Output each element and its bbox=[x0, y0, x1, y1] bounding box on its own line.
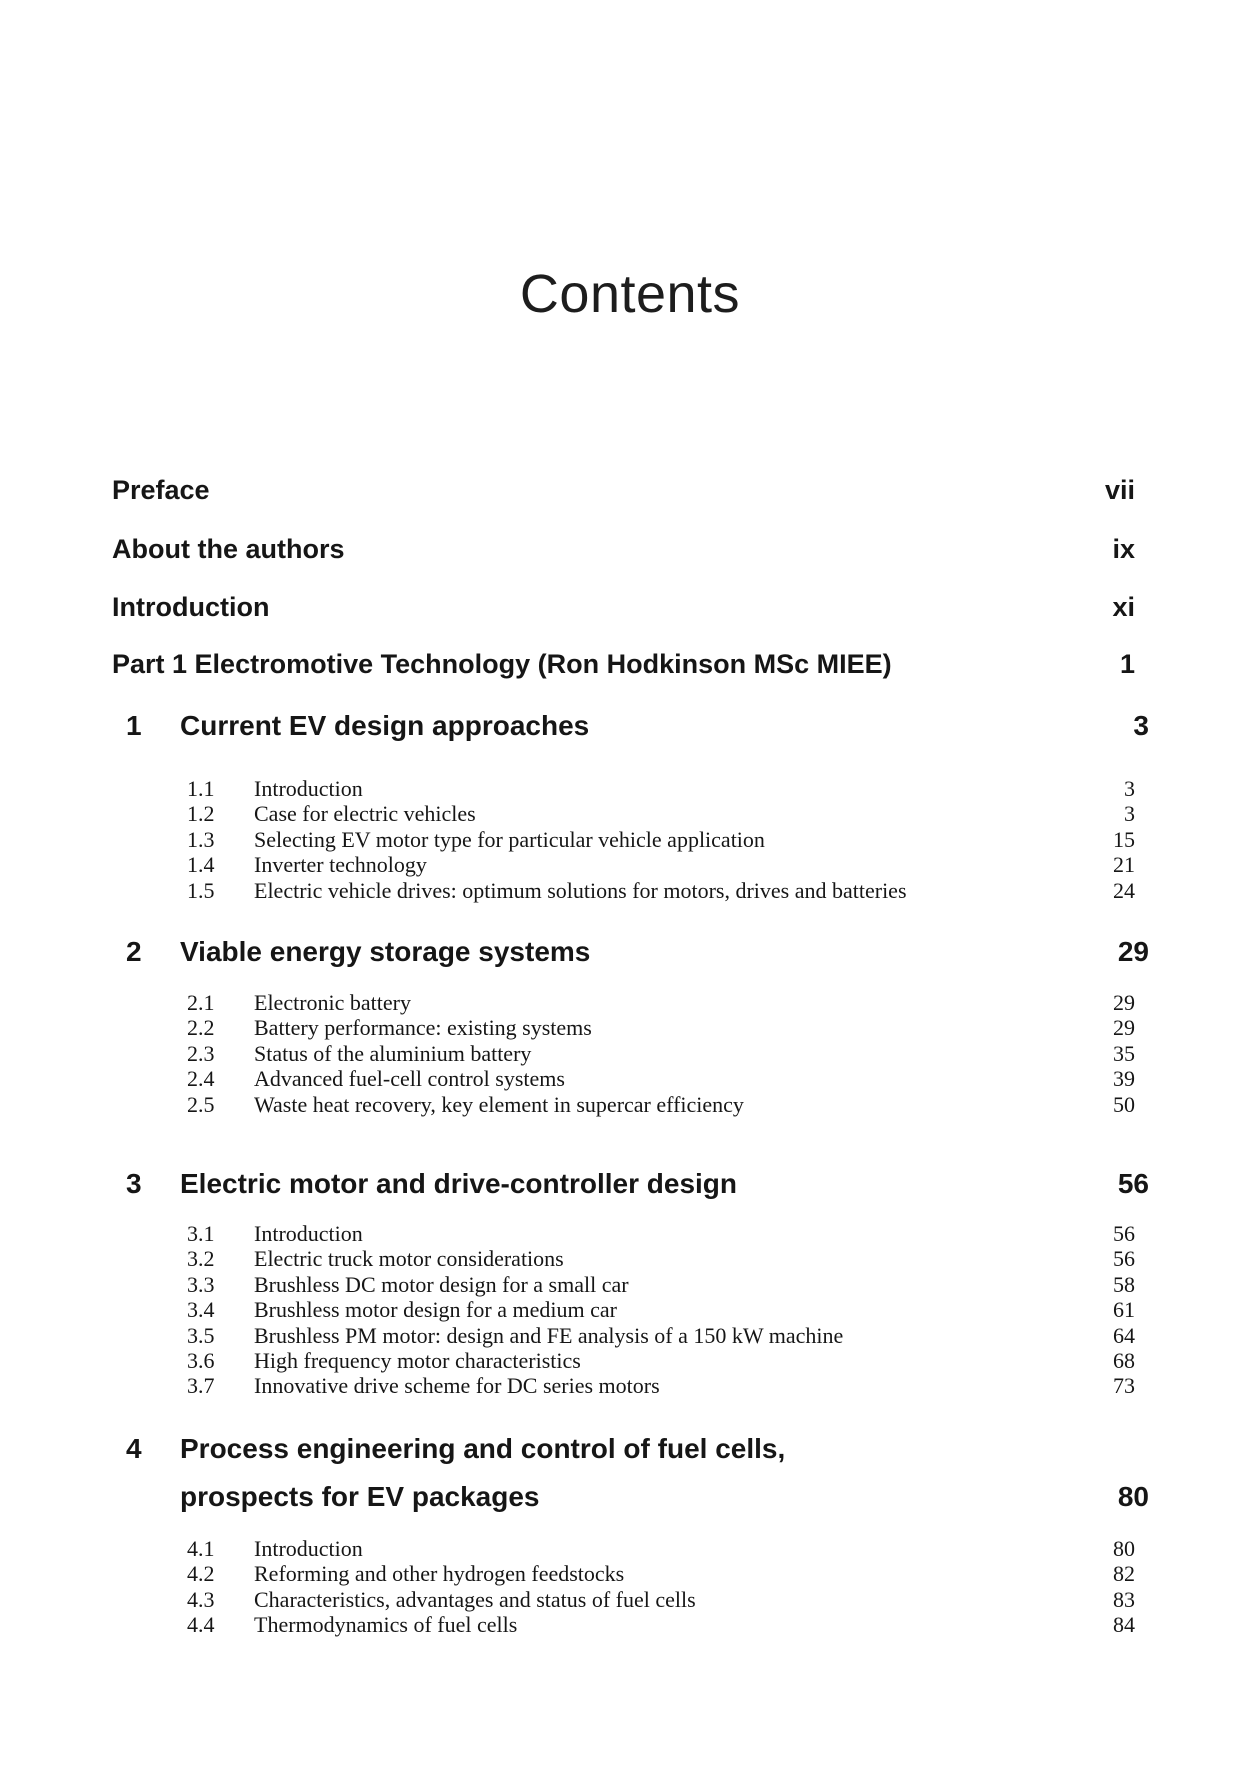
section-title: Battery performance: existing systems bbox=[254, 1015, 592, 1041]
section-number: 2.4 bbox=[187, 1066, 215, 1092]
section-title: Introduction bbox=[254, 1536, 363, 1561]
chapter-sections bbox=[112, 1221, 1135, 1399]
section-page-number: 58 bbox=[1113, 1271, 1135, 1297]
chapter-sections bbox=[112, 1536, 1135, 1638]
section-number: 2.5 bbox=[187, 1091, 215, 1117]
toc-section-row bbox=[112, 1297, 1135, 1322]
section-page-number: 64 bbox=[1113, 1322, 1135, 1348]
section-title: Thermodynamics of fuel cells bbox=[254, 1612, 518, 1638]
toc-section-row bbox=[112, 1348, 1135, 1373]
chapter-title bbox=[180, 712, 1133, 740]
chapter-heading bbox=[112, 712, 1149, 740]
section-page-number: 82 bbox=[1113, 1561, 1135, 1587]
section-page-number: 29 bbox=[1113, 990, 1135, 1015]
section-page-number: 21 bbox=[1113, 852, 1135, 878]
chapter-sections bbox=[112, 990, 1135, 1117]
section-number: 3.6 bbox=[187, 1348, 215, 1374]
section-number: 3.5 bbox=[187, 1322, 215, 1348]
page-title: Contents bbox=[519, 264, 741, 324]
section-page-number: 84 bbox=[1113, 1612, 1135, 1638]
section-title: Status of the aluminium battery bbox=[254, 1040, 532, 1066]
toc-section-row bbox=[112, 1092, 1135, 1117]
section-title: Brushless DC motor design for a small car bbox=[254, 1271, 629, 1297]
front-matter-label: Introduction bbox=[112, 592, 270, 622]
chapter-number: 2 bbox=[126, 936, 142, 967]
chapter-heading bbox=[112, 1170, 1149, 1198]
toc-section-row bbox=[112, 1246, 1135, 1271]
section-number: 1.2 bbox=[187, 801, 215, 827]
section-page-number: 61 bbox=[1113, 1297, 1135, 1323]
section-title: Brushless motor design for a medium car bbox=[254, 1297, 617, 1323]
toc-section-row bbox=[112, 1015, 1135, 1040]
section-number: 4.4 bbox=[187, 1612, 215, 1638]
section-title: High frequency motor characteristics bbox=[254, 1348, 581, 1374]
chapter-number: 4 bbox=[126, 1433, 142, 1464]
toc-section-row bbox=[112, 1587, 1135, 1612]
toc-section-row bbox=[112, 878, 1135, 903]
section-page-number: 73 bbox=[1113, 1373, 1135, 1399]
page-number: xi bbox=[1112, 592, 1135, 622]
part-heading bbox=[112, 651, 1135, 678]
section-number: 1.3 bbox=[187, 826, 215, 852]
section-page-number: 24 bbox=[1113, 877, 1135, 903]
section-number: 3.7 bbox=[187, 1373, 215, 1399]
front-matter-label: About the authors bbox=[112, 534, 345, 564]
toc-section-row bbox=[112, 1041, 1135, 1066]
section-title: Electric truck motor considerations bbox=[254, 1246, 564, 1272]
section-page-number: 3 bbox=[1124, 776, 1135, 801]
part-heading-label: Part 1 Electromotive Technology (Ron Hodkinson MSc MIEE) bbox=[112, 649, 892, 679]
toc-section-row bbox=[112, 1612, 1135, 1637]
toc-section-row bbox=[112, 801, 1135, 826]
chapter-sections bbox=[112, 776, 1135, 903]
toc-section-row bbox=[112, 1066, 1135, 1091]
section-page-number: 15 bbox=[1113, 826, 1135, 852]
section-title: Reforming and other hydrogen feedstocks bbox=[254, 1561, 625, 1587]
chapter-title-line: Process engineering and control of fuel cells, bbox=[180, 1433, 786, 1464]
section-title: Selecting EV motor type for particular vehicle application bbox=[254, 826, 765, 852]
chapter-heading bbox=[112, 1435, 1149, 1511]
section-title: Introduction bbox=[254, 1221, 363, 1246]
section-number: 2.3 bbox=[187, 1040, 215, 1066]
section-page-number: 56 bbox=[1113, 1221, 1135, 1246]
front-matter-row bbox=[112, 594, 1135, 621]
page-number: vii bbox=[1104, 475, 1135, 505]
section-title: Electric vehicle drives: optimum solutions for motors, drives and batteries bbox=[254, 877, 907, 903]
chapter-number: 1 bbox=[126, 710, 142, 741]
section-title: Waste heat recovery, key element in supercar efficiency bbox=[254, 1091, 744, 1117]
page-number: 29 bbox=[1117, 936, 1149, 967]
section-number: 2.2 bbox=[187, 1015, 215, 1041]
chapter-heading bbox=[112, 938, 1149, 966]
section-number: 1.5 bbox=[187, 877, 215, 903]
section-page-number: 56 bbox=[1113, 1246, 1135, 1272]
chapter-title-line: prospects for EV packages bbox=[180, 1481, 540, 1512]
chapter-title bbox=[180, 1170, 1118, 1198]
section-number: 2.1 bbox=[187, 990, 215, 1015]
chapter-title-line: Electric motor and drive-controller design bbox=[180, 1168, 738, 1199]
section-title: Innovative drive scheme for DC series motors bbox=[254, 1373, 660, 1399]
toc-section-row bbox=[112, 1373, 1135, 1398]
toc-section-row bbox=[112, 1561, 1135, 1586]
toc-section-row bbox=[112, 990, 1135, 1015]
toc-section-row bbox=[112, 1221, 1135, 1246]
chapter-title-line: Viable energy storage systems bbox=[180, 936, 591, 967]
chapter-number: 3 bbox=[126, 1168, 142, 1199]
section-number: 3.3 bbox=[187, 1271, 215, 1297]
section-page-number: 35 bbox=[1113, 1040, 1135, 1066]
section-number: 4.3 bbox=[187, 1586, 215, 1612]
toc-section-row bbox=[112, 852, 1135, 877]
section-number: 3.4 bbox=[187, 1297, 215, 1323]
chapter-title bbox=[180, 938, 1118, 966]
section-title: Electronic battery bbox=[254, 990, 411, 1015]
section-title: Introduction bbox=[254, 776, 363, 801]
front-matter-label: Preface bbox=[112, 475, 210, 505]
section-number: 3.2 bbox=[187, 1246, 215, 1272]
section-page-number: 29 bbox=[1113, 1015, 1135, 1041]
section-title: Brushless PM motor: design and FE analysis of a 150 kW machine bbox=[254, 1322, 844, 1348]
section-title: Case for electric vehicles bbox=[254, 801, 476, 827]
section-page-number: 83 bbox=[1113, 1586, 1135, 1612]
section-page-number: 50 bbox=[1113, 1091, 1135, 1117]
page-number: 3 bbox=[1133, 710, 1149, 741]
section-number: 4.1 bbox=[187, 1536, 215, 1561]
section-number: 1.1 bbox=[187, 776, 215, 801]
section-page-number: 80 bbox=[1113, 1536, 1135, 1561]
toc-section-row bbox=[112, 1323, 1135, 1348]
toc-section-row bbox=[112, 827, 1135, 852]
page-number: ix bbox=[1112, 534, 1135, 564]
front-matter-row bbox=[112, 477, 1135, 504]
section-number: 1.4 bbox=[187, 852, 215, 878]
section-title: Advanced fuel-cell control systems bbox=[254, 1066, 565, 1092]
chapter-title-line: Current EV design approaches bbox=[180, 710, 590, 741]
page-number: 56 bbox=[1117, 1168, 1149, 1199]
section-number: 3.1 bbox=[187, 1221, 215, 1246]
chapter-title bbox=[180, 1435, 1118, 1511]
toc-section-row bbox=[112, 776, 1135, 801]
section-title: Characteristics, advantages and status of fuel cells bbox=[254, 1586, 696, 1612]
toc-section-row bbox=[112, 1536, 1135, 1561]
toc-section-row bbox=[112, 1272, 1135, 1297]
page-number: 1 bbox=[1119, 649, 1135, 679]
front-matter-row bbox=[112, 536, 1135, 563]
section-title: Inverter technology bbox=[254, 852, 427, 878]
section-page-number: 68 bbox=[1113, 1348, 1135, 1374]
section-page-number: 39 bbox=[1113, 1066, 1135, 1092]
section-page-number: 3 bbox=[1124, 801, 1135, 827]
section-number: 4.2 bbox=[187, 1561, 215, 1587]
page-number: 80 bbox=[1117, 1481, 1149, 1512]
